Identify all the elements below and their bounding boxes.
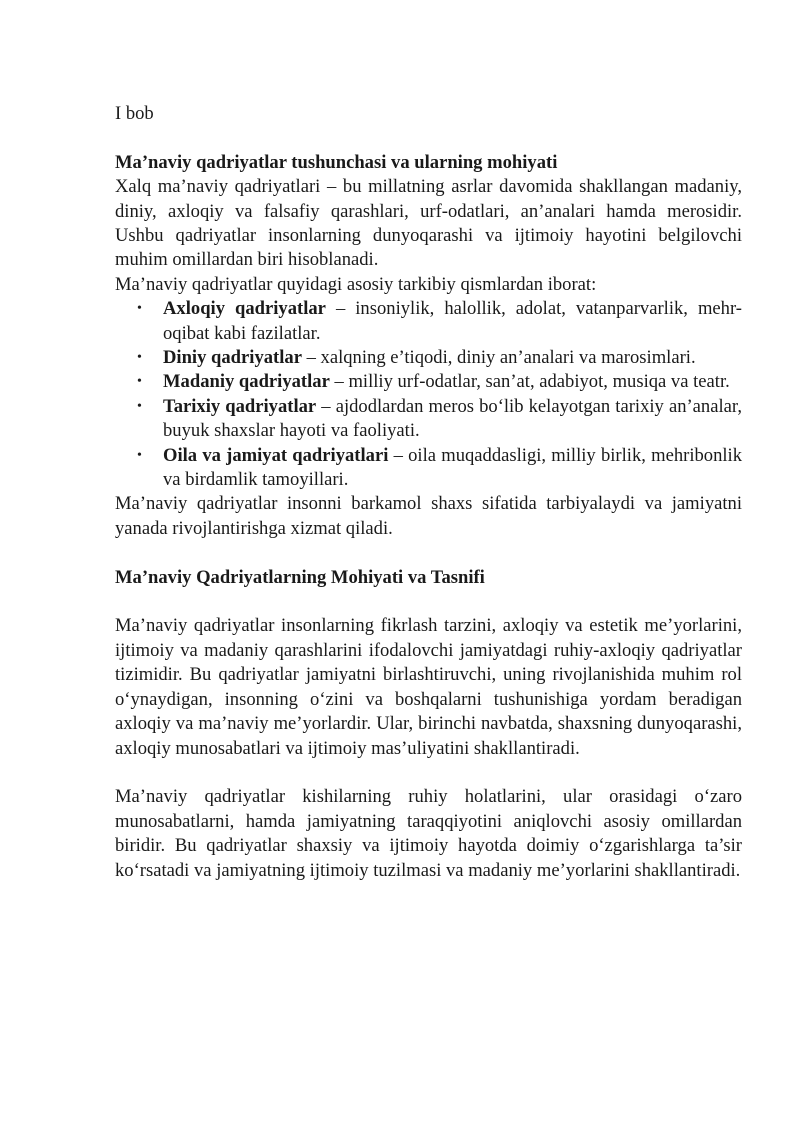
- bullet-icon: •: [137, 350, 142, 366]
- list-item-description: – insoniylik, halollik, adolat, vatanparvarlik, mehr-oqibat kabi fazilatlar.: [163, 298, 742, 344]
- list-item-description: – oila muqaddasligi, milliy birlik, mehribonlik va birdamlik tamoyillari.: [163, 444, 743, 491]
- spacer: [115, 590, 742, 614]
- list-item-description: – xalqning e’tiqodi, diniy an’analari va marosimlari.: [301, 347, 696, 369]
- chapter-label: I bob: [115, 103, 154, 124]
- body-paragraph-1: Ma’naviy qadriyatlar insonlarning fikrlash tarzini, axloqiy va estetik me’yorlarini, ijtimoiy va madaniy qarashlarini ifodalovchi jamiyatdagi ruhiy-axloqiy qadriyatlar tizimidir. Bu qadriyatlar jamiyatni birlashtiruvchi, uning rivojlanishida muhim rol o‘ynaydigan, insonning o‘zini va boshqalarni tushunishiga yordam beradigan axloqiy va ma’naviy me’yorlardir. Ular, birinchi navbatda, shaxsning dunyoqarashi, axloqiy munosabatlari va ijtimoiy mas’uliyatini shakllantiradi.: [115, 615, 742, 759]
- list-item-term: Diniy qadriyatlar: [163, 347, 302, 369]
- bullet-icon: •: [137, 374, 142, 390]
- section-heading-1: Ma’naviy qadriyatlar tushunchasi va ularning mohiyati: [115, 151, 558, 173]
- bullet-icon: •: [137, 398, 142, 414]
- spacer: [115, 541, 742, 565]
- list-item-term: Oila va jamiyat qadriyatlari: [163, 444, 389, 466]
- conclusion-paragraph: Ma’naviy qadriyatlar insonni barkamol shaxs sifatida tarbiyalaydi va jamiyatni yanada rivojlantirishga xizmat qiladi.: [115, 493, 742, 539]
- list-item: [115, 297, 742, 346]
- spacer: [115, 761, 742, 785]
- list-item: [115, 395, 742, 444]
- bullet-icon: •: [137, 447, 142, 463]
- list-item: [115, 444, 742, 493]
- list-item-description: – ajdodlardan meros bo‘lib kelayotgan tarixiy an’analar, buyuk shaxslar hayoti va faoliyati.: [163, 395, 742, 442]
- values-list: [115, 297, 742, 492]
- body-paragraph-2: Ma’naviy qadriyatlar kishilarning ruhiy holatlarini, ular orasidagi o‘zaro munosabatlarni, hamda jamiyatning taraqqiyotini aniqlovchi asosiy omillardan biridir. Bu qadriyatlar shaxsiy va ijtimoiy hayotda doimiy o‘zgarishlarga ta’sir ko‘rsatadi va jamiyatning ijtimoiy tuzilmasi va madaniy me’yorlarini shakllantiradi.: [115, 786, 742, 881]
- bullet-icon: •: [137, 301, 142, 317]
- list-item-description: – milliy urf-odatlar, san’at, adabiyot, musiqa va teatr.: [329, 371, 730, 393]
- intro-paragraph: Xalq ma’naviy qadriyatlari – bu millatning asrlar davomida shakllangan madaniy, diniy, axloqiy va falsafiy qarashlari, urf-odatlari, an’analari hamda merosidir. Ushbu qadriyatlar insonlarning dunyoqarashi va ijtimoiy hayotini belgilovchi muhim omillardan biri hisoblanadi.: [115, 176, 742, 271]
- list-item-term: Axloqiy qadriyatlar: [163, 298, 326, 320]
- list-item-term: Tarixiy qadriyatlar: [163, 395, 317, 417]
- document-page: [115, 102, 742, 883]
- list-item: [115, 346, 742, 370]
- section-heading-2: Ma’naviy Qadriyatlarning Mohiyati va Tasnifi: [115, 566, 485, 588]
- list-item: [115, 370, 742, 394]
- spacer: [115, 126, 742, 150]
- list-intro: Ma’naviy qadriyatlar quyidagi asosiy tarkibiy qismlardan iborat:: [115, 273, 597, 295]
- list-item-term: Madaniy qadriyatlar: [163, 371, 330, 393]
